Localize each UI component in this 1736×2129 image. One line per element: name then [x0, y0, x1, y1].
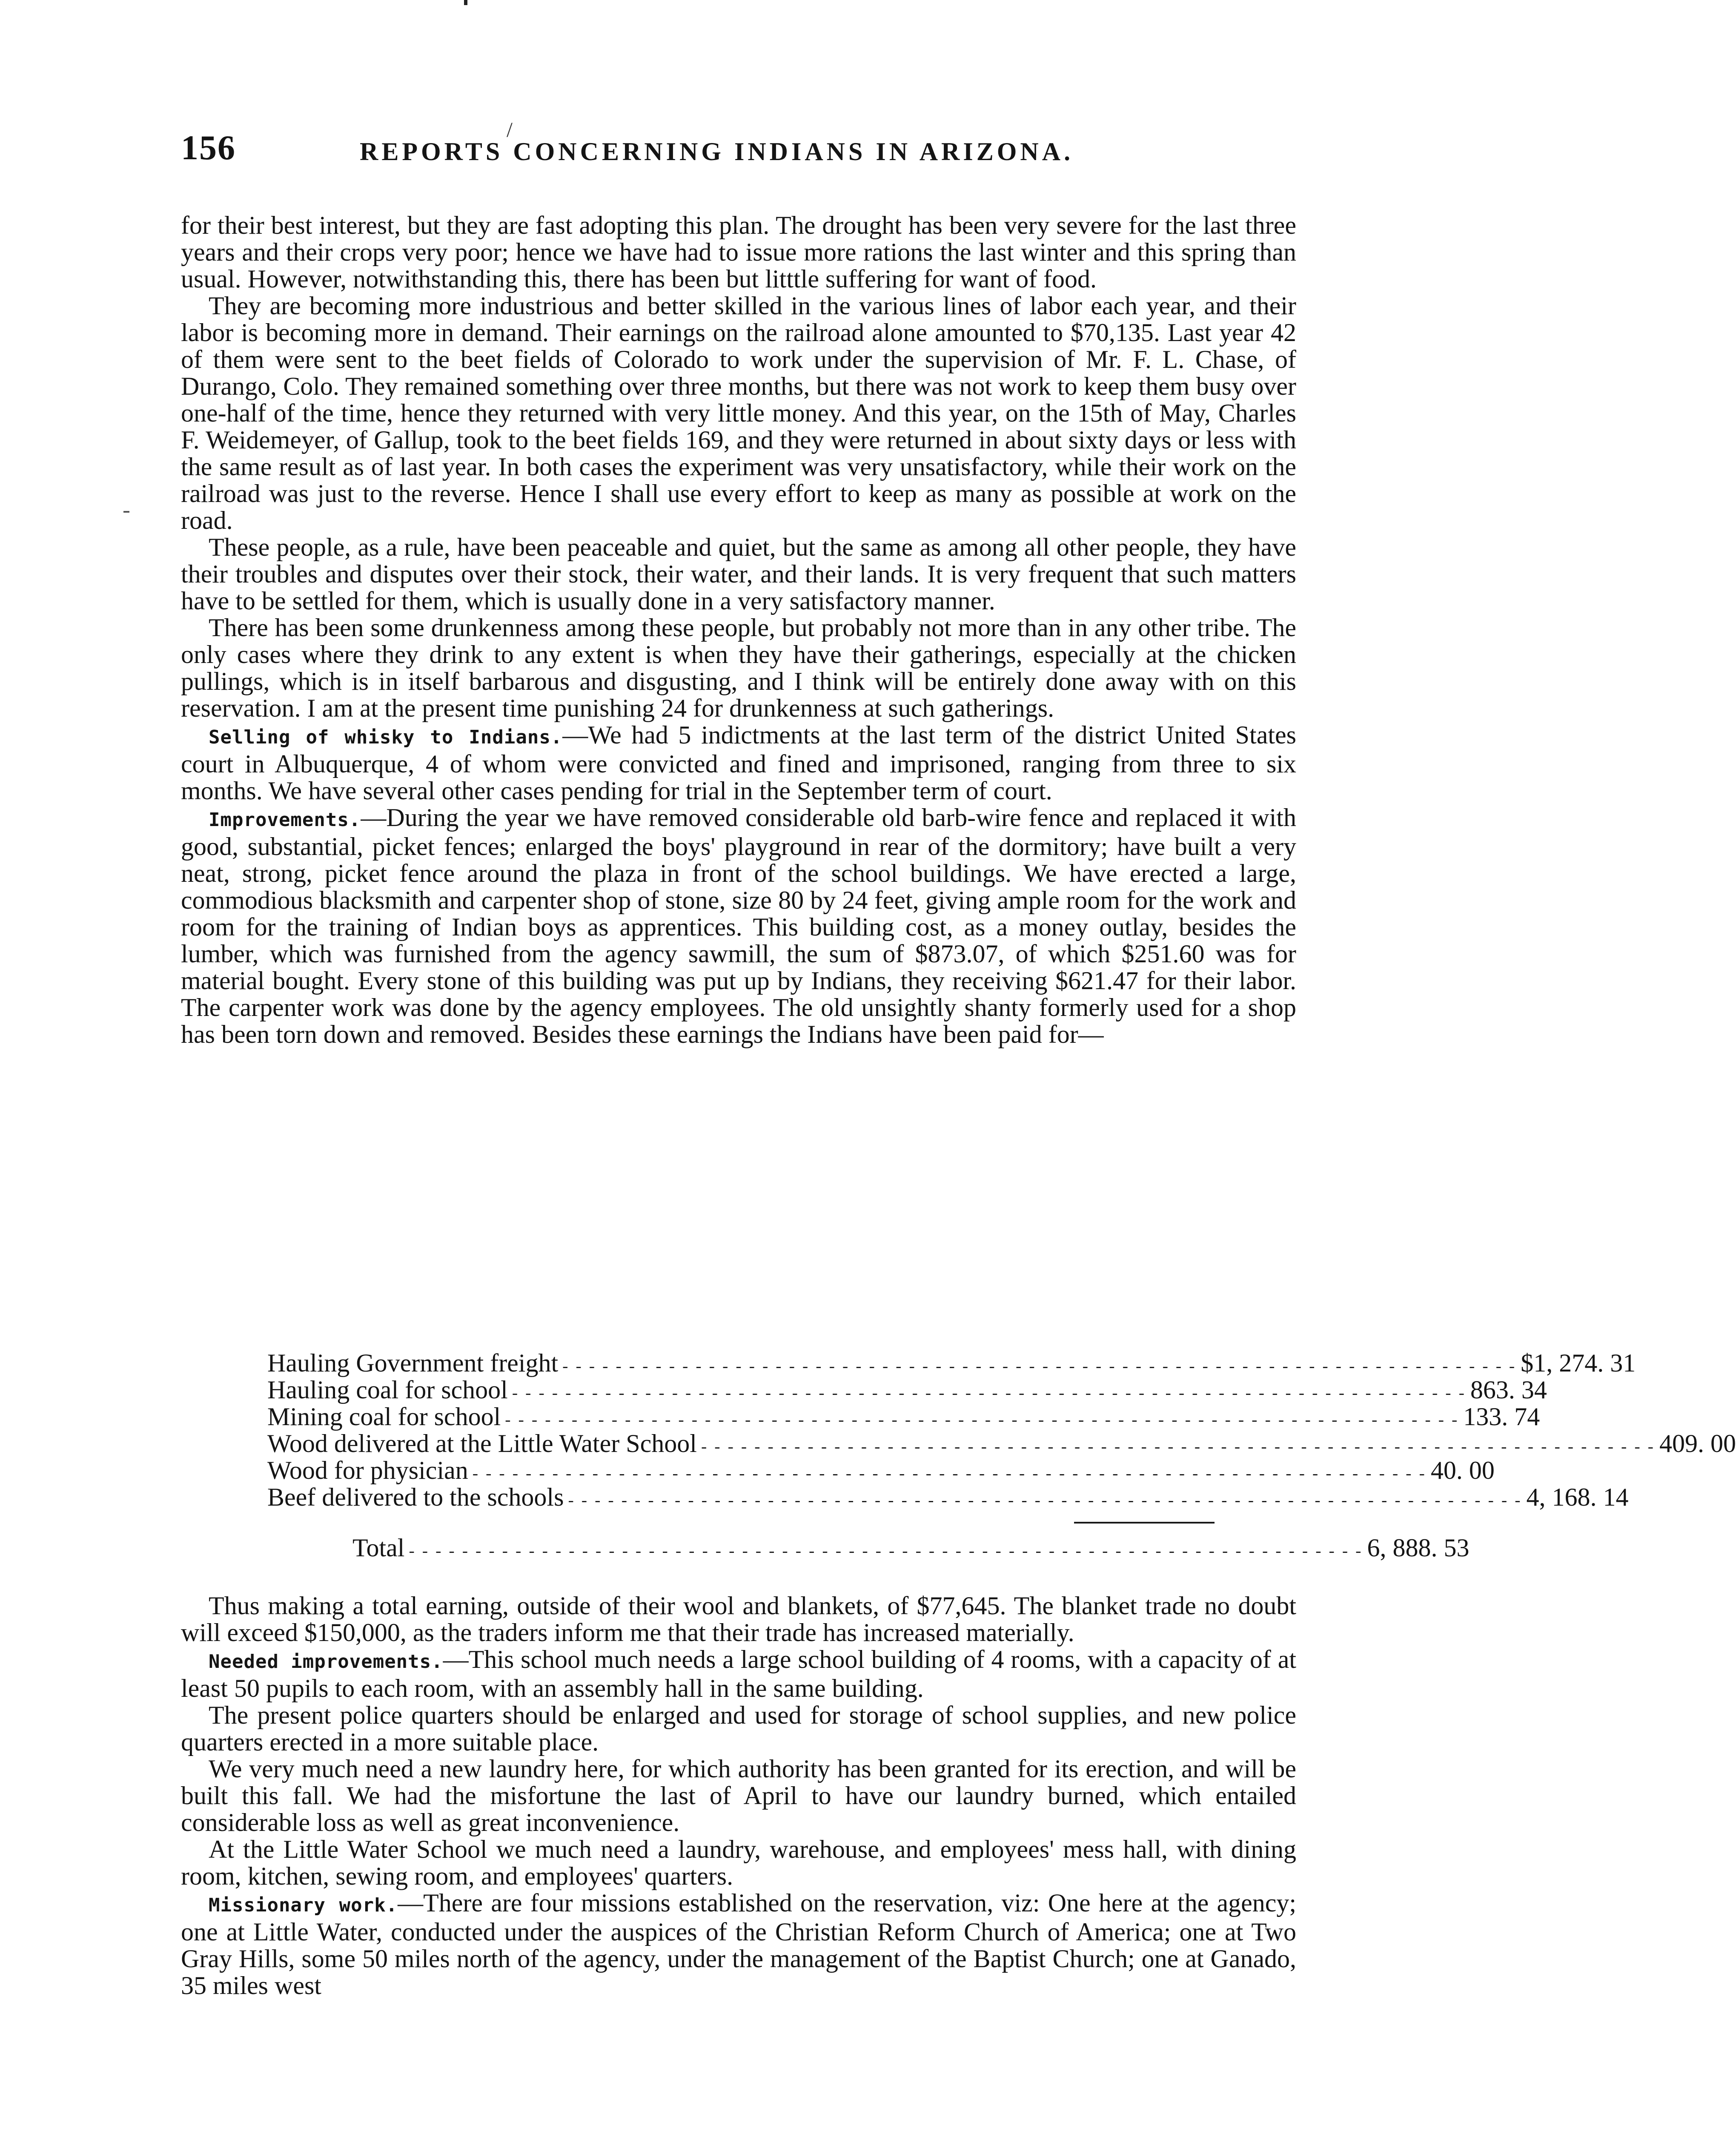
- row-amount: 4, 168. 14: [1526, 1483, 1629, 1511]
- paragraph: They are becoming more industrious and better skilled in the various lines of labor each year, and their labor is becoming more in demand. Their earnings on the railroad alone amounted to $70,135. Last year 42 of them were sent to the beet fields of Colorado to work under the supervision of Mr. F. L. Chase, of Durango, Colo. They remained something over three months, but there was not work to keep them busy over one-half of the time, hence they returned with very little money. And this year, on the 15th of May, Charles F. Weidemeyer, of Gallup, took to the beet fields 169, and they were returned in about sixty days or less with the same result as of last year. In both cases the experiment was very unsatisfactory, while their work on the railroad was just to the reverse. Hence I shall use every effort to keep as many as possible at work on the road.: [181, 292, 1296, 534]
- table-row: [267, 1483, 1629, 1511]
- paragraph-improvements: [181, 804, 1296, 1048]
- paragraph-text: —There are four missions established on the reservation, viz: One here at the agency; one at Little Water, conducted under the auspices of the Christian Reform Church of America; one at Two Gray Hills, some 50 miles north of the agency, under the management of the Baptist Church; one at Ganado, 35 miles west: [181, 1889, 1297, 2000]
- page-title: REPORTS CONCERNING INDIANS IN ARIZONA.: [360, 138, 1074, 166]
- paragraph-missionary-work: [181, 1890, 1296, 1999]
- dot-leader: - - - - - - - - - - - - - - - - - - - - - - - - - - - - - - - - - - - - - - - - - - - - - - - - - - - - - - - - - - - - - - - - - - - - - - - -: [701, 1437, 1655, 1456]
- total-label: Total: [352, 1534, 405, 1562]
- total-amount: 6, 888. 53: [1367, 1534, 1470, 1562]
- paragraph: The present police quarters should be enlarged and used for storage of school supplies, and new police quarters erected in a more suitable place.: [181, 1701, 1296, 1756]
- body-text: [181, 212, 1296, 1048]
- paragraph-selling-whisky: [181, 722, 1296, 804]
- row-amount: 863. 34: [1470, 1376, 1547, 1404]
- dot-leader: - - - - - - - - - - - - - - - - - - - - - - - - - - - - - - - - - - - - - - - - - - - - - - - - - - - - - - - - - - - - - - - - - - - - - - - -: [568, 1490, 1522, 1509]
- paragraph-lead: Selling of whisky to Indians.: [209, 726, 563, 748]
- pencil-mark: /: [507, 118, 513, 141]
- paragraph: At the Little Water School we much need a laundry, warehouse, and employees' mess hall, with dining room, kitchen, sewing room, and employees' quarters.: [181, 1835, 1296, 1890]
- row-label: Wood for physician: [267, 1456, 468, 1484]
- margin-dot: [123, 511, 129, 513]
- lower-body-text: [181, 1592, 1296, 1999]
- table-row: [267, 1429, 1736, 1458]
- sum-rule: [1074, 1522, 1215, 1524]
- dot-leader: - - - - - - - - - - - - - - - - - - - - - - - - - - - - - - - - - - - - - - - - - - - - - - - - - - - - - - - - - - - - - - - - - - - - - - - -: [409, 1541, 1363, 1560]
- paragraph-text: —We had 5 indictments at the last term of the district United States court in Albuquerque, 4 of whom were convicted and fined and imprisoned, ranging from three to six months. We have several other cases pending for trial in the September term of court.: [181, 721, 1296, 805]
- dot-leader: - - - - - - - - - - - - - - - - - - - - - - - - - - - - - - - - - - - - - - - - - - - - - - - - - - - - - - - - - - - - - - - - - - - - - - - -: [505, 1410, 1459, 1429]
- row-amount: 133. 74: [1463, 1403, 1540, 1431]
- paragraph: We very much need a new laundry here, for which authority has been granted for its erection, and will be built this fall. We had the misfortune the last of April to have our laundry burned, which entailed considerable loss as well as great inconvenience.: [181, 1755, 1296, 1836]
- dot-leader: - - - - - - - - - - - - - - - - - - - - - - - - - - - - - - - - - - - - - - - - - - - - - - - - - - - - - - - - - - - - - - - - - - - - - - - -: [472, 1463, 1427, 1483]
- table-row: [267, 1349, 1636, 1377]
- row-amount: $1, 274. 31: [1521, 1349, 1636, 1377]
- paragraph-lead: Needed improvements.: [209, 1651, 443, 1673]
- paragraph: for their best interest, but they are fast adopting this plan. The drought has been very severe for the last three years and their crops very poor; hence we have had to issue more rations the last winter and this spring than usual. However, notwithstanding this, there has been but litttle suffering for want of food.: [181, 211, 1296, 293]
- page-number: 156: [181, 128, 236, 167]
- paragraph-lead: Improvements.: [209, 809, 361, 831]
- row-label: Wood delivered at the Little Water School: [267, 1429, 697, 1458]
- running-head: [181, 123, 1296, 183]
- print-artifact-mark: [464, 0, 467, 5]
- row-amount: 40. 00: [1430, 1456, 1495, 1484]
- paragraph-text: —This school much needs a large school building of 4 rooms, with a capacity of at least 50 pupils to each room, with an assembly hall in the same building.: [181, 1645, 1297, 1702]
- dot-leader: - - - - - - - - - - - - - - - - - - - - - - - - - - - - - - - - - - - - - - - - - - - - - - - - - - - - - - - - - - - - - - - - - - - - - - - -: [562, 1356, 1517, 1375]
- dot-leader: - - - - - - - - - - - - - - - - - - - - - - - - - - - - - - - - - - - - - - - - - - - - - - - - - - - - - - - - - - - - - - - - - - - - - - - -: [512, 1383, 1466, 1402]
- table-row: [267, 1376, 1547, 1404]
- row-label: Beef delivered to the schools: [267, 1483, 564, 1511]
- paragraph-lead: Missionary work.: [209, 1894, 398, 1916]
- paragraph: There has been some drunkenness among these people, but probably not more than in any other tribe. The only cases where they drink to any extent is when they have their gatherings, especially at the chicken pullings, which is in itself barbarous and disgusting, and I think will be entirely done away with on this reservation. I am at the present time punishing 24 for drunkenness at such gatherings.: [181, 614, 1296, 722]
- table-row: [267, 1456, 1495, 1484]
- paragraph: These people, as a rule, have been peaceable and quiet, but the same as among all other people, they have their troubles and disputes over their stock, their water, and their lands. It is very frequent that such matters have to be settled for them, which is usually done in a very satisfactory manner.: [181, 533, 1296, 615]
- row-amount: 409. 00: [1659, 1429, 1736, 1458]
- paragraph-needed-improvements: [181, 1646, 1296, 1702]
- table-row: [267, 1403, 1540, 1431]
- earnings-table: [267, 1349, 1736, 1562]
- row-label: Hauling Government freight: [267, 1349, 559, 1377]
- row-label: Hauling coal for school: [267, 1376, 508, 1404]
- total-row: [267, 1534, 1470, 1562]
- row-label: Mining coal for school: [267, 1403, 501, 1431]
- paragraph-text: —During the year we have removed considerable old barb-wire fence and replaced it with good, substantial, picket fences; enlarged the boys' playground in rear of the dormitory; have built a very neat, strong, picket fence around the plaza in front of the school buildings. We have erected a large, commodious blacksmith and carpenter shop of stone, size 80 by 24 feet, giving ample room for the work and room for the training of Indian boys as apprentices. This building cost, as a money outlay, besides the lumber, which was furnished from the agency sawmill, the sum of $873.07, of which $251.60 was for material bought. Every stone of this building was put up by Indians, they receiving $621.47 for their labor. The carpenter work was done by the agency employees. The old unsightly shanty formerly used for a shop has been torn down and removed. Besides these earnings the Indians have been paid for—: [181, 803, 1296, 1048]
- paragraph: Thus making a total earning, outside of their wool and blankets, of $77,645. The blanket trade no doubt will exceed $150,000, as the traders inform me that their trade has increased materially.: [181, 1592, 1296, 1647]
